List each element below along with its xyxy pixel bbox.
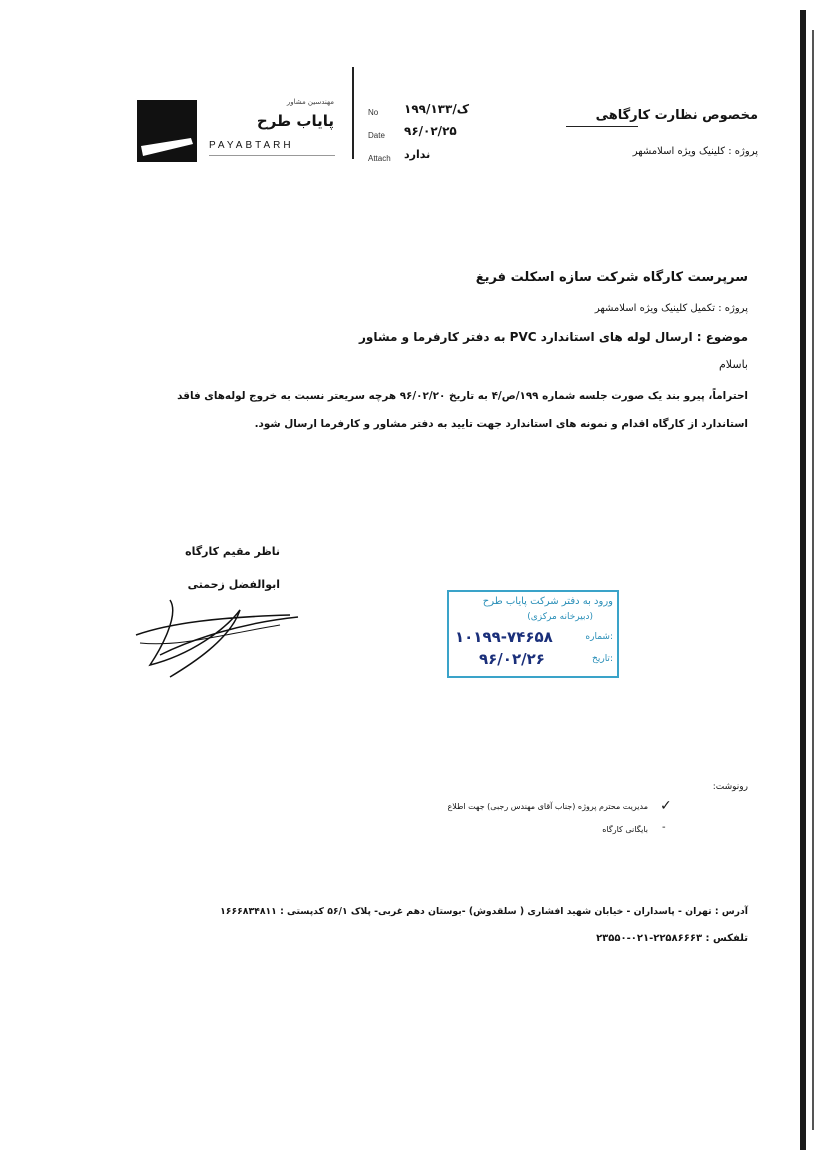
cc-item-2: بایگانی کارگاه <box>602 825 648 834</box>
logo-underline <box>209 155 335 156</box>
handwritten-signature <box>130 595 305 680</box>
company-logo <box>137 98 337 164</box>
header-divider <box>352 67 354 159</box>
header-fields <box>368 100 498 170</box>
body-line-1: احتراماً، پیرو بند یک صورت جلسه شماره ۱۹۹/ص/۴ به تاریخ ۹۶/۰۲/۲۰ هرچه سریعتر نسبت به خروج لوله‌های فاقد <box>177 390 748 402</box>
logo-latin-name: PAYABTARH <box>209 140 294 151</box>
project-line: پروژه : تکمیل کلینیک ویژه اسلامشهر <box>594 303 748 314</box>
header-project: پروژه : کلینیک ویژه اسلامشهر <box>632 146 758 157</box>
field-value-attach: ندارد <box>404 148 431 161</box>
logo-small-text: مهندسین مشاور <box>286 98 334 106</box>
field-label-attach: Attach <box>368 154 391 163</box>
cc-item-1: مدیریت محترم پروژه (جناب آقای مهندس رجبی) جهت اطلاع <box>447 802 648 811</box>
greeting: باسلام <box>718 358 748 371</box>
subject: موضوع : ارسال لوله های استاندارد PVC به دفتر کارفرما و مشاور <box>358 330 748 344</box>
stamp-line-1: ورود به دفتر شرکت پایاب طرح <box>482 596 613 607</box>
footer-phone: تلفکس : ۲۲۵۸۶۶۶۳-۰۲۱-۲۳۵۵۰ <box>596 933 748 944</box>
stamp-number-label: شماره: <box>585 632 613 642</box>
field-value-no: ۱۹۹/ک/۱۳۳ <box>404 102 470 116</box>
cc-item-2-marker: - <box>662 822 666 833</box>
scan-edge <box>800 10 806 1150</box>
field-value-date: ۹۶/۰۲/۲۵ <box>404 124 457 138</box>
cc-item-1-marker: ✓ <box>660 798 672 814</box>
scan-edge-line <box>812 30 814 1130</box>
footer-address: آدرس : تهران - پاسداران - خیابان شهید افشاری ( سلقدوش) -بوستان دهم غربی- پلاک ۵۶/۱ کدپستی : ۱۶۶۶۸۳۴۸۱۱ <box>220 906 748 917</box>
stamp-number-value: ۱۰۱۹۹-۷۴۶۵۸ <box>455 628 553 646</box>
header-title-underline <box>566 126 638 127</box>
stamp-date-label: تاریخ: <box>592 654 613 664</box>
field-label-date: Date <box>368 131 385 140</box>
stamp-line-2: (دبیرخانه مرکزی) <box>527 612 593 622</box>
logo-persian-name: پایاب طرح <box>256 112 334 130</box>
stamp-date-value: ۹۶/۰۲/۲۶ <box>479 650 545 668</box>
signature-name: ابوالفضل زحمتی <box>187 578 280 591</box>
recipient: سرپرست کارگاه شرکت سازه اسکلت فریغ <box>475 270 748 285</box>
reception-stamp <box>447 590 619 678</box>
body-line-2: استاندارد از کارگاه اقدام و نمونه های استاندارد جهت تایید به دفتر مشاور و کارفرما ارسال شود. <box>254 418 748 430</box>
header-title: مخصوص نظارت کارگاهی <box>595 108 758 123</box>
field-label-no: No <box>368 108 379 117</box>
cc-heading: رونوشت: <box>712 782 748 792</box>
signature-title: ناظر مقیم کارگاه <box>185 545 280 558</box>
logo-mark-icon <box>137 100 197 162</box>
